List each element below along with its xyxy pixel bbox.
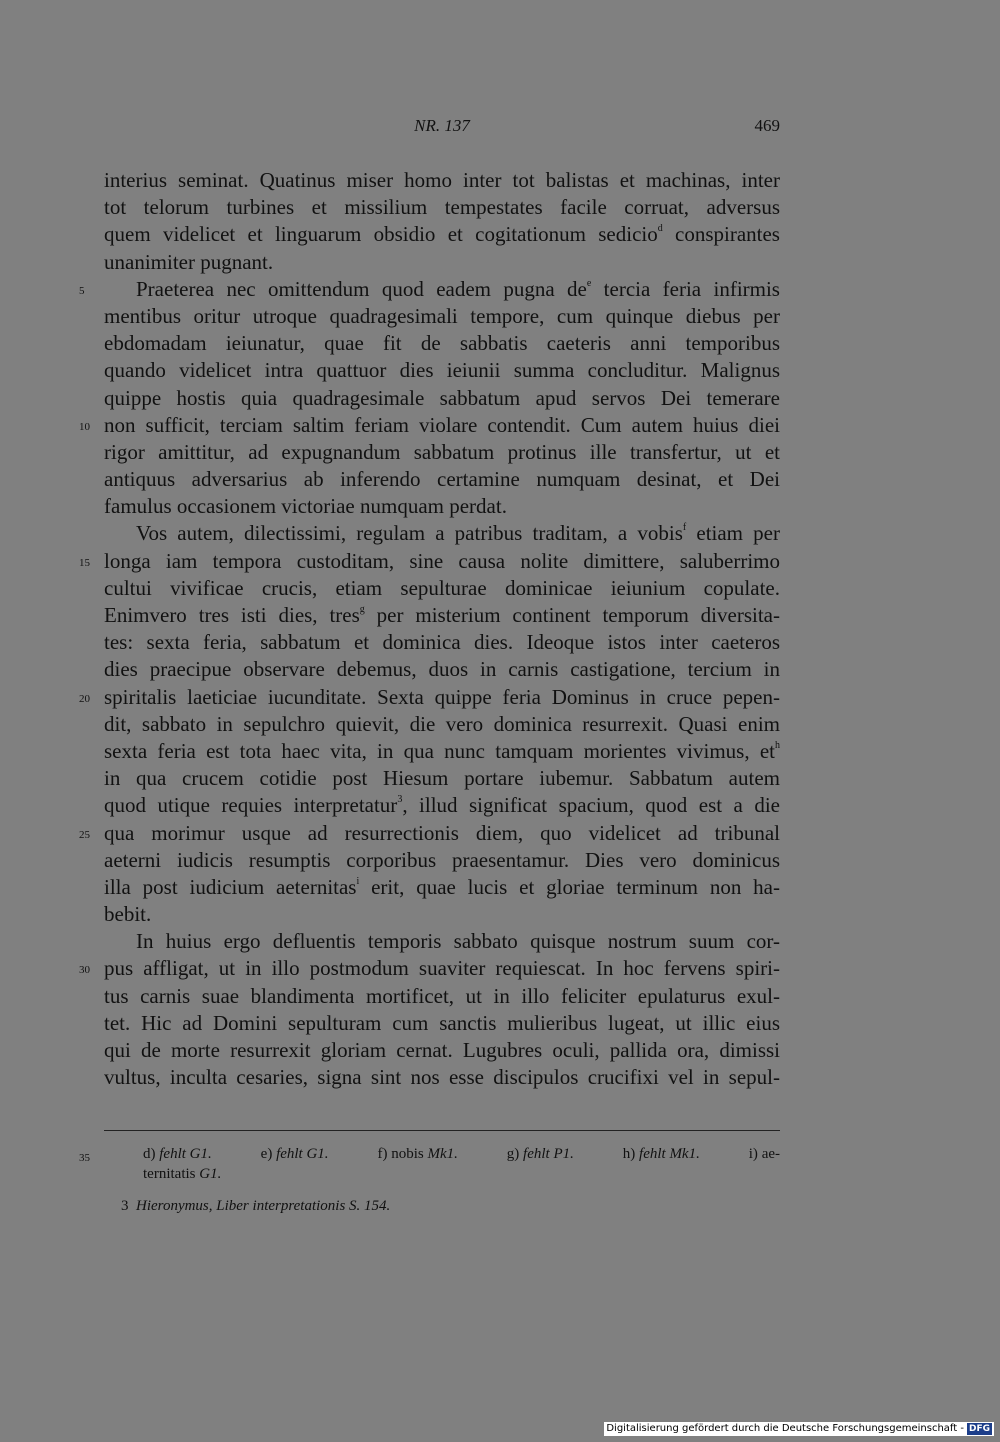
text-line: antiquus adversarius ab inferendo certamine numquam desinat, et Dei (104, 467, 780, 492)
text-line: interius seminat. Quatinus miser homo inter tot balistas et machinas, inter (104, 168, 780, 192)
text-line: vultus, inculta cesaries, signa sint nos esse discipulos crucifixi vel in sepul- (104, 1065, 780, 1090)
footnote-marker: d (657, 223, 663, 235)
text-line: rigor amittitur, ad expugnandum sabbatum protinus ille transfertur, ut et (104, 439, 780, 464)
footnote-item: i) ae- (748, 1146, 780, 1162)
text-line: dit, sabbato in sepulchro quievit, die vero dominica resurrexit. Quasi enim (104, 711, 780, 736)
critical-apparatus (79, 1144, 780, 1184)
page-header (104, 116, 780, 140)
footnote-item: e) fehlt G1. (260, 1146, 329, 1162)
line-number: 35 (79, 1152, 90, 1164)
text-line: quod utique requies interpretatur$^3$, illud significat spacium, quod est a die (104, 793, 780, 818)
text-line: sexta feria est tota haec vita, in qua nunc tamquam morientes vivimus, $et^h$ (104, 738, 780, 763)
running-title: NR. 137 (414, 116, 470, 135)
text-line: quem videlicet et linguarum obsidio et cogitationum sedicio$^d$ conspirantes (104, 222, 780, 247)
text-line: 10 non sufficit, terciam saltim feriam violare contendit. Cum autem huius diei (104, 412, 780, 439)
text-line: Vos autem, dilectissimi, regulam a patribus traditam, a vobis$^f$ etiam per (136, 521, 780, 546)
text-line: 25 qua morimur usque ad resurrectionis diem, quo videlicet ad tribunal (104, 820, 780, 847)
footnote-marker: g (359, 604, 365, 615)
footer-text: Digitalisierung gefördert durch die Deutsche Forschungsgemeinschaft - (606, 1423, 964, 1434)
text-line: 20 spiritalis laeticiae iucunditate. Sexta quippe feria Dominus in cruce pepen- (104, 684, 780, 711)
line-number: 20 (79, 692, 90, 705)
footnote-item: f) nobis Mk1. (377, 1146, 458, 1162)
text-line: bebit. (104, 902, 152, 927)
footnote-marker: h (775, 739, 780, 751)
text-line: Enimvero tres isti dies, tres$^g$ per misterium continent temporum diversita- (104, 603, 780, 627)
text-line: In huius ergo defluentis temporis sabbato quisque nostrum suum cor- (136, 929, 780, 954)
text-line: tet. Hic ad Domini sepulturam cum sanctis mulieribus lugeat, ut illic eius (104, 1010, 780, 1035)
text-line: mentibus oritur utroque quadragesimali tempore, cum quinque diebus per (104, 303, 780, 328)
line-number: 30 (79, 964, 90, 977)
text-line: qui de morte resurrexit gloriam cernat. Lugubres oculi, pallida ora, dimissi (104, 1038, 780, 1062)
text-line: tus carnis suae blandimenta mortificet, ut in illo feliciter epulaturus exul- (104, 983, 780, 1008)
text-line: aeterni iudicis resumptis corporibus praesentamur. Dies vero dominicus (104, 847, 780, 872)
line-number: 25 (79, 828, 90, 841)
text-line: tot telorum turbines et missilium tempestates facile corruat, adversus (104, 195, 780, 220)
footnote-item: h) fehlt Mk1. (622, 1146, 700, 1162)
footnote-row (104, 1144, 780, 1164)
source-note: 3 Hieronymus, Liber interpretationis S. 154. (121, 1198, 391, 1214)
line-number: 10 (79, 420, 90, 433)
text-line: in qua crucem cotidie post Hiesum portare iubemur. Sabbatum autem (104, 766, 780, 791)
main-text (79, 167, 780, 1091)
text-line: illa post iudicium aeternitas$^i$ erit, quae lucis et gloriae terminum non ha- (104, 874, 780, 899)
page-number: 469 (754, 116, 780, 135)
line-number: 15 (79, 556, 90, 569)
text-line: famulus occasionem victoriae numquam perdat. (104, 494, 507, 519)
text-line: quando videlicet intra quattuor dies ieiunii summa concluditur. Malignus (104, 358, 780, 383)
footnote-item: g) fehlt P1. (506, 1146, 574, 1162)
footnote-marker: 3 (397, 794, 403, 806)
footnote-continuation: ternitatis G1. (143, 1166, 222, 1182)
text-line: tes: sexta feria, sabbatum et dominica dies. Ideoque istos inter caeteros (104, 630, 780, 655)
text-line: quippe hostis quia quadragesimale sabbatum apud servos Dei temerare (104, 385, 780, 410)
text-line: 5 Praeterea nec omittendum quod eadem pugna $de^e$ tercia feria infirmis (104, 276, 780, 303)
text-line: ebdomadam ieiunatur, quae fit de sabbatis caeteris anni temporibus (104, 331, 780, 356)
text-line: cultui vivificae crucis, etiam sepulturae dominicae ieiunium copulate. (104, 575, 780, 600)
footnote-marker: e (586, 277, 592, 289)
footnote-divider (104, 1130, 780, 1131)
text-line: unanimiter pugnant. (104, 249, 274, 274)
digitization-footer (604, 1422, 994, 1436)
text-line: 30 pus affligat, ut in illo postmodum suaviter requiescat. In hoc fervens spiri- (104, 955, 780, 982)
text-line: dies praecipue observare debemus, duos in carnis castigatione, tercium in (104, 657, 780, 682)
footnote-item: d) fehlt G1. (143, 1146, 212, 1162)
dfg-logo: DFG (968, 1424, 990, 1434)
footnote-marker: i (356, 875, 360, 887)
footnote-marker: f (682, 522, 687, 534)
line-number: 5 (79, 284, 85, 297)
text-line: 15 longa iam tempora custoditam, sine causa nolite dimittere, saluberrimo (104, 548, 780, 575)
